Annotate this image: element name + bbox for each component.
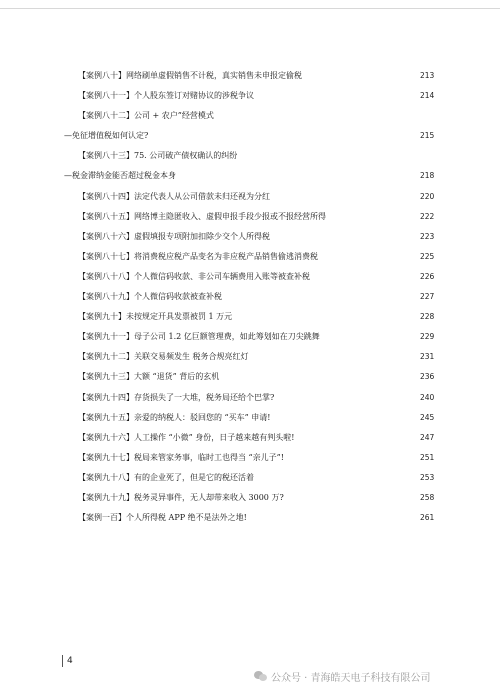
- toc-entry[interactable]: [0, 287, 500, 307]
- toc-entry-continuation[interactable]: [0, 166, 500, 186]
- toc-title: 75. 公司破产债权确认的纠纷: [134, 151, 238, 161]
- toc-case-label: 【案例八十六】: [78, 231, 134, 241]
- toc-page-number: 223: [420, 231, 435, 241]
- toc-page-number: 261: [420, 513, 435, 523]
- toc-title: 税局来管家务事，临时工也得当 “亲儿子”!: [134, 452, 284, 462]
- toc-title: 有的企业死了，但是它的税还活着: [134, 472, 254, 482]
- toc-case-label: 【案例九十七】: [78, 452, 134, 462]
- toc-case-label: 【案例八十四】: [78, 191, 134, 201]
- toc-title: 大额 “退货” 背后的玄机: [134, 372, 220, 382]
- toc-page-number: 226: [420, 271, 435, 281]
- toc-entry[interactable]: [0, 227, 500, 247]
- toc-case-label: 【案例八十三】: [78, 151, 134, 161]
- toc-title: 存货损失了一大堆，税务局还给个巴掌?: [134, 392, 275, 402]
- toc-entry[interactable]: [0, 388, 500, 408]
- toc-entry[interactable]: [0, 66, 500, 86]
- wechat-icon: [254, 671, 267, 682]
- toc-entry-continuation[interactable]: [0, 126, 500, 146]
- toc-page-number: 220: [420, 191, 435, 201]
- toc-page-number: 245: [420, 412, 435, 422]
- toc-title: 未按规定开具发票被罚 1 万元: [126, 312, 233, 322]
- toc-title: 亲爱的纳税人：驳回您的 “买车” 申请!: [134, 412, 271, 422]
- toc-page-number: 227: [420, 292, 435, 302]
- toc-case-label: 【案例八十七】: [78, 251, 134, 261]
- toc-page-number: 214: [420, 91, 435, 101]
- toc-case-label: 【案例九十一】: [78, 332, 134, 342]
- toc-entry[interactable]: [0, 187, 500, 207]
- toc-page-number: 258: [420, 492, 435, 502]
- toc-entry[interactable]: [0, 327, 500, 347]
- toc-entry[interactable]: [0, 347, 500, 367]
- toc-case-label: 【案例八十九】: [78, 292, 134, 302]
- toc-page-number: 218: [420, 171, 435, 181]
- toc-page-number: 240: [420, 392, 435, 402]
- toc-case-label: 【案例九十六】: [78, 432, 134, 442]
- toc-entry[interactable]: [0, 508, 500, 528]
- toc-page-number: 215: [420, 131, 435, 141]
- toc-title: 个人微信码收款被查补税: [134, 292, 222, 302]
- watermark: [254, 669, 431, 684]
- toc-case-label: 【案例八十】: [78, 71, 126, 80]
- toc-entry[interactable]: [0, 468, 500, 488]
- toc-title: 将消费税应税产品变名为非应税产品销售偷逃消费税: [134, 251, 318, 261]
- table-of-contents: [0, 66, 500, 528]
- toc-case-label: 【案例九十九】: [78, 492, 134, 502]
- toc-entry[interactable]: [0, 428, 500, 448]
- watermark-text: 公众号 · 青海皓天电子科技有限公司: [271, 673, 431, 684]
- page-top-rule: [0, 8, 500, 9]
- toc-entry[interactable]: [0, 307, 500, 327]
- toc-case-label: 【案例九十】: [78, 312, 126, 322]
- toc-title: 网络博主隐匿收入、虚假申报手段少报或不报经营所得: [134, 211, 326, 221]
- toc-case-label: 【案例九十五】: [78, 412, 134, 422]
- toc-case-label: 【案例九十二】: [78, 352, 134, 362]
- page-folio: 4: [62, 655, 73, 667]
- toc-page-number: 228: [420, 312, 435, 322]
- toc-case-label: 【案例一百】: [78, 513, 126, 523]
- toc-page-number: 225: [420, 251, 435, 261]
- toc-title: 虚假填报专项附加扣除少交个人所得税: [134, 231, 270, 241]
- toc-title: 法定代表人从公司借款未归还视为分红: [134, 191, 270, 201]
- toc-case-label: 【案例八十二】: [78, 111, 134, 121]
- toc-case-label: 【案例八十八】: [78, 271, 134, 281]
- toc-case-label: 【案例九十四】: [78, 392, 134, 402]
- toc-title: 母子公司 1.2 亿巨额管理费，如此筹划如在刀尖跳舞: [134, 332, 320, 342]
- toc-entry[interactable]: [0, 106, 500, 126]
- toc-entry[interactable]: [0, 207, 500, 227]
- toc-page-number: 253: [420, 472, 435, 482]
- toc-title: 公司 + 农户”经营模式: [134, 111, 214, 121]
- toc-page-number: 236: [420, 372, 435, 382]
- toc-entry[interactable]: [0, 247, 500, 267]
- toc-page-number: 229: [420, 332, 435, 342]
- toc-title: 税务灵异事件，无人却带来收入 3000 万?: [134, 492, 284, 502]
- toc-entry[interactable]: [0, 448, 500, 468]
- toc-case-label: 【案例九十三】: [78, 372, 134, 382]
- toc-entry[interactable]: [0, 367, 500, 387]
- toc-entry[interactable]: [0, 146, 500, 166]
- toc-page-number: 213: [420, 71, 435, 80]
- toc-page-number: 247: [420, 432, 435, 442]
- toc-page-number: 222: [420, 211, 435, 221]
- toc-title: 关联交易频发生 税务合规亮红灯: [134, 352, 249, 362]
- toc-case-label: 【案例九十八】: [78, 472, 134, 482]
- toc-title: —免征增值税如何认定?: [64, 131, 149, 141]
- toc-entry[interactable]: [0, 267, 500, 287]
- toc-entry[interactable]: [0, 408, 500, 428]
- toc-entry[interactable]: [0, 488, 500, 508]
- toc-title: 网络刷单虚假销售不计税，真实销售未申报定偷税: [126, 71, 302, 80]
- toc-entry[interactable]: [0, 86, 500, 106]
- toc-title: 个人所得税 APP 绝不是法外之地!: [126, 513, 247, 523]
- toc-case-label: 【案例八十一】: [78, 91, 134, 101]
- toc-title: 个人股东签订对赌协议的涉税争议: [134, 91, 254, 101]
- toc-page-number: 251: [420, 452, 435, 462]
- toc-case-label: 【案例八十五】: [78, 211, 134, 221]
- toc-title: —税金滞纳金能否超过税金本身: [64, 171, 176, 181]
- toc-page-number: 231: [420, 352, 435, 362]
- toc-title: 人工操作 “小微” 身份，日子越来越有判头啦!: [134, 432, 295, 442]
- toc-title: 个人微信码收款、非公司车辆费用入账等被查补税: [134, 271, 310, 281]
